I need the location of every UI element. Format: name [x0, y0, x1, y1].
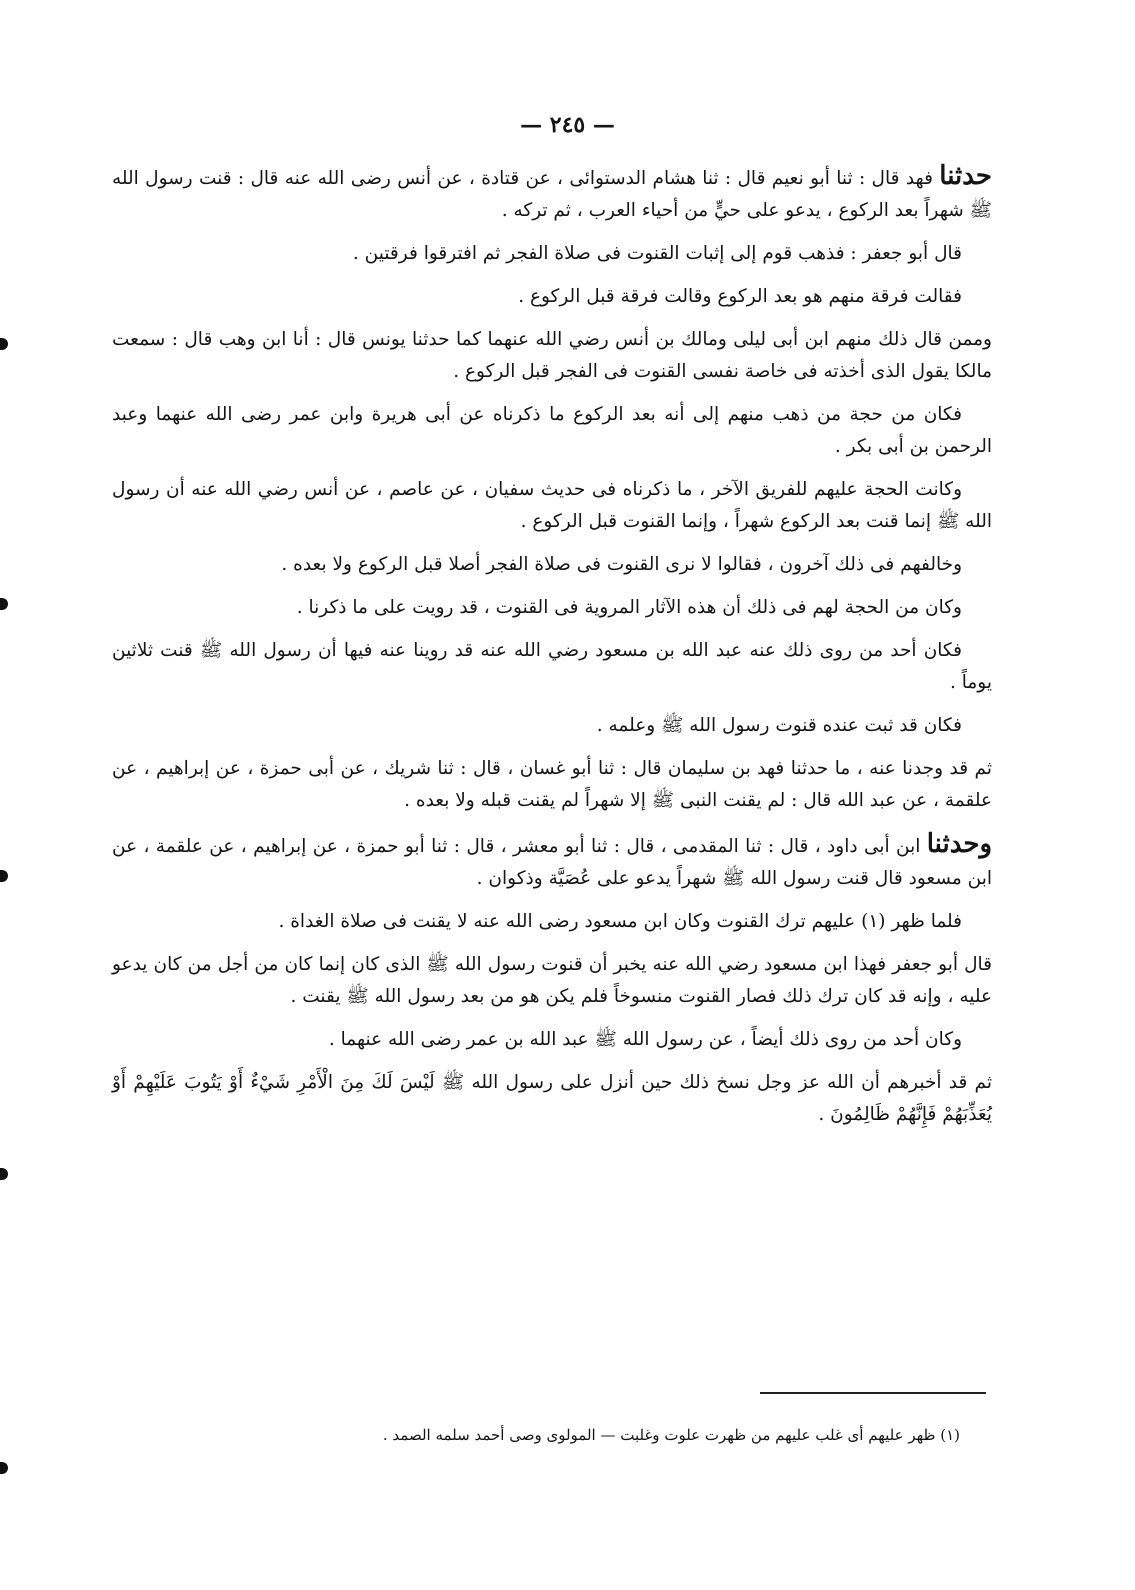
paragraph-7: وخالفهم فى ذلك آخرون ، فقالوا لا نرى القنوت فى صلاة الفجر أصلا قبل الركوع ولا بعده . — [281, 554, 962, 575]
footnote-divider — [760, 1392, 986, 1394]
paragraph-6: وكانت الحجة عليهم للفريق الآخر ، ما ذكرناه فى حديث سفيان ، عن عاصم ، عن أنس رضي الله عنه أن رسول الله ﷺ إنما قنت بعد الركوع شهراً ، وإنما القنوت قبل الركوع . — [112, 479, 992, 532]
paragraph-12 — [112, 828, 992, 895]
binding-hole-mark — [0, 1168, 8, 1180]
paragraph-1 — [112, 160, 992, 227]
footnote: (١) ظهر عليهم أى غلب عليهم من ظهرت علوت وغلبت — المولوى وصى أحمد سلمه الصمد . — [382, 1426, 960, 1444]
paragraph-4: وممن قال ذلك منهم ابن أبى ليلى ومالك بن أنس رضي الله عنهما كما حدثنا يونس قال : أنا ابن وهب قال : سمعت مالكا يقول الذى أخذته فى خاصة نفسى القنوت فى الفجر قبل الركوع . — [112, 329, 992, 382]
paragraph-15: وكان أحد من روى ذلك أيضاً ، عن رسول الله ﷺ عبد الله بن عمر رضى الله عنهما . — [328, 1029, 962, 1050]
paragraph-8: وكان من الحجة لهم فى ذلك أن هذه الآثار المروية فى القنوت ، قد رويت على ما ذكرنا . — [296, 597, 962, 618]
binding-hole-mark — [0, 1462, 8, 1474]
paragraph-16: ثم قد أخبرهم أن الله عز وجل نسخ ذلك حين أنزل على رسول الله ﷺ لَيْسَ لَكَ مِنَ الْأَمْرِ شَيْءٌ أَوْ يَتُوبَ عَلَيْهِمْ أَوْ يُعَذِّبَهُمْ فَإِنَّهُمْ ظَالِمُونَ . — [112, 1072, 992, 1125]
binding-hole-mark — [0, 870, 8, 882]
binding-hole-mark — [0, 338, 8, 350]
body-text — [112, 160, 992, 1142]
paragraph-13: فلما ظهر (١) عليهم ترك القنوت وكان ابن مسعود رضى الله عنه لا يقنت فى صلاة الغداة . — [278, 911, 962, 932]
lead-word-haddathana: حدثنا — [939, 161, 992, 191]
binding-hole-mark — [0, 598, 8, 610]
paragraph-5: فكان من حجة من ذهب منهم إلى أنه بعد الركوع ما ذكرناه عن أبى هريرة وابن عمر رضى الله عنهما وعبد الرحمن بن أبى بكر . — [112, 404, 992, 457]
paragraph-3: فقالت فرقة منهم هو بعد الركوع وقالت فرقة قبل الركوع . — [518, 286, 962, 307]
lead-word-wahaddathana: وحدثنا — [926, 829, 992, 859]
paragraph-11: ثم قد وجدنا عنه ، ما حدثنا فهد بن سليمان قال : ثنا أبو غسان ، قال : ثنا شريك ، عن أبى حمزة ، عن إبراهيم ، عن علقمة ، عن عبد الله قال : لم يقنت النبى ﷺ إلا شهراً لم يقنت قبله ولا بعده . — [112, 758, 992, 811]
paragraph-text: ابن أبى داود ، قال : ثنا المقدمى ، قال : ثنا أبو معشر ، قال : ثنا أبو حمزة ، عن إبراهيم ، عن علقمة ، عن ابن مسعود قال قنت رسول الله ﷺ شهراً يدعو على عُصَيَّة وذكوان . — [112, 836, 992, 889]
paragraph-10: فكان قد ثبت عنده قنوت رسول الله ﷺ وعلمه . — [596, 715, 962, 736]
page-number: — ٢٤٥ — — [520, 112, 615, 138]
paragraph-2: قال أبو جعفر : فذهب قوم إلى إثبات القنوت فى صلاة الفجر ثم افترقوا فرقتين . — [352, 243, 962, 264]
paragraph-14: قال أبو جعفر فهذا ابن مسعود رضي الله عنه يخبر أن قنوت رسول الله ﷺ الذى كان إنما كان من أجل من كان يدعو عليه ، وإنه قد كان ترك ذلك فصار القنوت منسوخاً فلم يكن هو من بعد رسول الله ﷺ يقنت . — [112, 954, 992, 1007]
paragraph-text: فهد قال : ثنا أبو نعيم قال : ثنا هشام الدستوائى ، عن قتادة ، عن أنس رضى الله عنه قال : قنت رسول الله ﷺ شهراً بعد الركوع ، يدعو على حيٍّ من أحياء العرب ، ثم تركه . — [112, 168, 992, 221]
paragraph-9: فكان أحد من روى ذلك عنه عبد الله بن مسعود رضي الله عنه قد روينا عنه فيها أن رسول الله ﷺ قنت ثلاثين يوماً . — [112, 640, 992, 693]
